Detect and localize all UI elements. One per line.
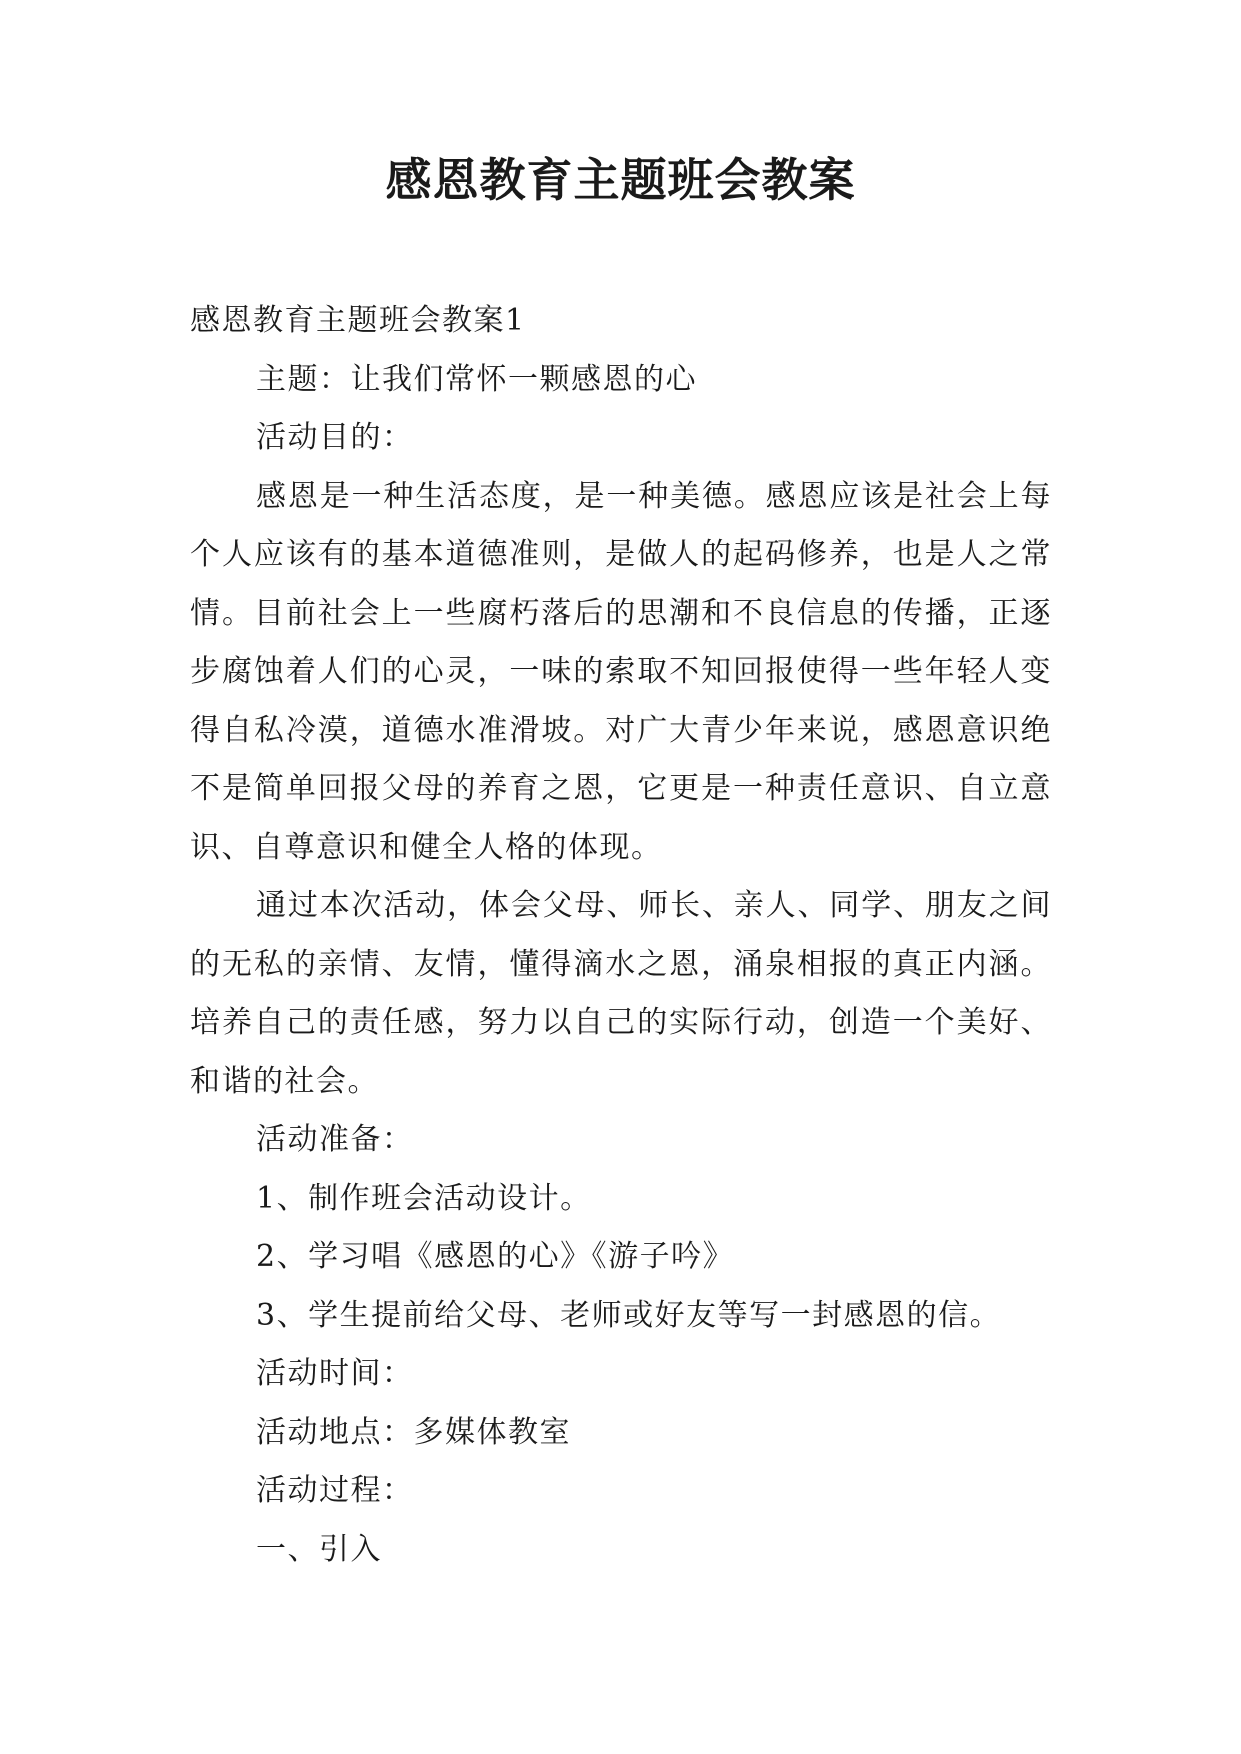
prep-item-3: 3、学生提前给父母、老师或好友等写一封感恩的信。 xyxy=(256,1297,1002,1333)
time-label: 活动时间： xyxy=(256,1356,414,1391)
prep-item-2: 2、学习唱《感恩的心》《游子吟》 xyxy=(256,1239,735,1274)
purpose-label: 活动目的： xyxy=(256,420,414,455)
place-line: 活动地点：多媒体教室 xyxy=(256,1414,571,1450)
purpose-paragraph-1: 感恩是一种生活态度，是一种美德。感恩应该是社会上每个人应该有的基本道德准则，是做人的起码修养，也是人之常情。目前社会上一些腐朽落后的思潮和不良信息的传播，正逐步腐蚀着人们的心灵，一味的索取不知回报使得一些年轻人变得自私冷漠，道德水准滑坡。对广大青少年来说，感恩意识绝不是简单回报父母的养育之恩，它更是一种责任意识、自立意识、自尊意识和健全人格的体现。 xyxy=(190,478,1052,865)
section-heading: 感恩教育主题班会教案1 xyxy=(190,303,526,338)
document-title: 感恩教育主题班会教案 xyxy=(385,153,856,207)
prep-item-1: 1、制作班会活动设计。 xyxy=(256,1180,592,1216)
purpose-paragraph-2: 通过本次活动，体会父母、师长、亲人、同学、朋友之间的无私的亲情、友情，懂得滴水之恩，涌泉相报的真正内涵。培养自己的责任感，努力以自己的实际行动，创造一个美好、和谐的社会。 xyxy=(190,888,1052,1099)
document-body xyxy=(190,292,1052,1579)
prep-label: 活动准备： xyxy=(256,1122,414,1157)
process-label: 活动过程： xyxy=(256,1473,414,1508)
step-1: 一、引入 xyxy=(256,1531,382,1567)
theme-line: 主题：让我们常怀一颗感恩的心 xyxy=(256,361,697,397)
